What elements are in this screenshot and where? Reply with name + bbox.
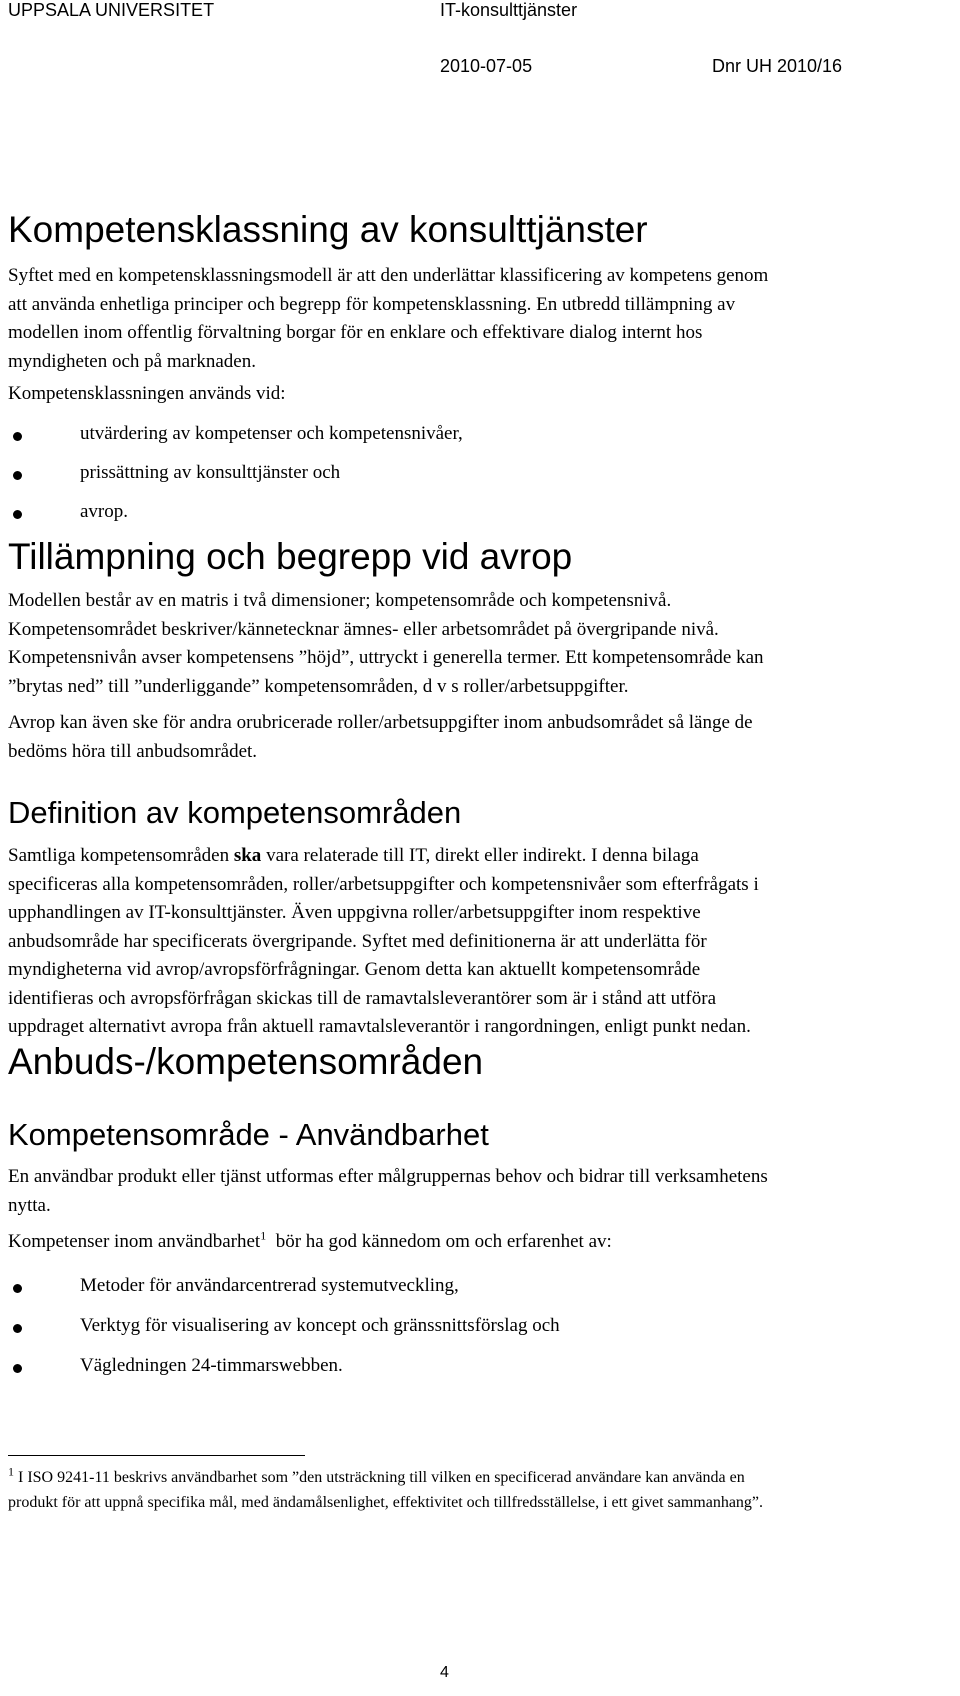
text-line: uppdraget alternativt avropa från aktuell ramavtalsleverantör i rangordningen, enligt punkt nedan.: [8, 1016, 751, 1037]
bullet-dot: [13, 1284, 22, 1293]
text-line: myndigheterna vid avrop/avropsförfrågningar. Genom detta kan aktuellt kompetensområde: [8, 959, 701, 980]
header-dnr: Dnr UH 2010/16: [712, 56, 843, 76]
text-line: att använda enhetliga principer och begrepp för kompetensklassning. En utbredd tillämpning av: [8, 293, 736, 315]
text-span: Kompetenser inom användbarhet: [8, 1231, 261, 1252]
bold-text: ska: [233, 845, 262, 866]
bullet-item: Metoder för användarcentrerad systemutveckling,: [80, 1275, 459, 1296]
bullet-item: prissättning av konsulttjänster och: [80, 462, 341, 483]
footnote-reference[interactable]: 1: [260, 1228, 267, 1243]
header-department: IT-konsulttjänster: [440, 0, 578, 20]
section2-paragraph-2: [8, 709, 952, 766]
footnote-line: produkt för att uppnå specifika mål, med ändamålsenlighet, effektivitet och tillfredsställelse, i ett givet sammanhang”.: [8, 1494, 764, 1511]
text-span: Samtliga kompetensområden: [8, 845, 234, 866]
text-line: Modellen består av en matris i två dimensioner; kompetensområde och kompetensnivå.: [8, 590, 672, 611]
text-line: myndigheten och på marknaden.: [8, 350, 256, 372]
bullet-item: avrop.: [80, 501, 129, 522]
bullet-dot: [13, 1364, 22, 1373]
section-title-definition: Definition av kompetensområden: [8, 795, 462, 830]
footnote: [8, 1465, 763, 1515]
footnote-marker: 1: [8, 1464, 14, 1479]
text-line: Kompetensområdet beskriver/kännetecknar ämnes- eller arbetsområdet på övergripande nivå.: [8, 618, 719, 640]
bullet-dot: [13, 471, 22, 480]
header-date: 2010-07-05: [440, 56, 533, 76]
bullet-dot: [13, 1324, 22, 1333]
text-line: upphandlingen av IT-konsulttjänster. Även uppgivna roller/arbetsuppgifter inom respektive: [8, 902, 701, 923]
section-title-tillampning: Tillämpning och begrepp vid avrop: [8, 536, 573, 577]
section3-paragraph: [8, 842, 952, 1042]
footnote-line: [8, 1465, 763, 1490]
section4-paragraph: [8, 1163, 952, 1220]
section-title-kompetensklassning: Kompetensklassning av konsulttjänster: [8, 209, 648, 250]
text-line: modellen inom offentlig förvaltning borgar för en enklare och effektivare dialog internt hos: [8, 322, 703, 343]
text-line: ”brytas ned” till ”underliggande” kompetensområden, d v s roller/arbetsuppgifter.: [8, 675, 629, 697]
header-university: UPPSALA UNIVERSITET: [8, 0, 215, 20]
section1-paragraph: [8, 262, 952, 376]
bullet-item: Verktyg för visualisering av koncept och gränssnittsförslag och: [80, 1315, 560, 1336]
text-line: specificeras alla kompetensområden, roller/arbetsuppgifter och kompetensnivåer som efterfrågats i: [8, 873, 759, 895]
text-line: identifieras och avropsförfrågan skickas till de ramavtalsleverantörer som är i stånd att utföra: [8, 987, 717, 1009]
bullet-item: utvärdering av kompetenser och kompetensnivåer,: [80, 423, 463, 444]
text-span: vara relaterade till IT, direkt eller indirekt. I denna bilaga: [261, 845, 699, 866]
section-title-anbudsomraden: Anbuds-/kompetensområden: [8, 1041, 484, 1082]
text-span: I ISO 9241-11 beskrivs användbarhet som ”den utsträckning till vilken en specificerad användare kan använda en: [14, 1469, 745, 1486]
page-number: 4: [440, 1664, 449, 1681]
section2-paragraph-1: [8, 587, 952, 701]
section4-intro: [8, 1228, 612, 1253]
text-line: Kompetensnivån avser kompetensens ”höjd”, uttryckt i generella termer. Ett kompetensområde kan: [8, 647, 764, 668]
bullet-dot: [13, 510, 22, 519]
section1-intro: Kompetensklassningen används vid:: [8, 383, 286, 404]
bullet-item: Vägledningen 24-timmarswebben.: [80, 1355, 343, 1376]
text-line: Syftet med en kompetensklassningsmodell är att den underlättar klassificering av kompetens genom: [8, 265, 769, 286]
text-line: Avrop kan även ske för andra orubricerade roller/arbetsuppgifter inom anbudsområdet så länge de: [8, 712, 753, 733]
text-line: bedöms höra till anbudsområdet.: [8, 740, 258, 762]
text-line: [8, 842, 952, 871]
footnote-separator: [8, 1455, 305, 1456]
text-line: nytta.: [8, 1194, 51, 1216]
bullet-dot: [13, 432, 22, 441]
text-line: En användbar produkt eller tjänst utformas efter målgruppernas behov och bidrar till verksamhetens: [8, 1166, 768, 1187]
text-span: bör ha god kännedom om och erfarenhet av:: [266, 1231, 612, 1252]
subsection-title-anvandbarhet: Kompetensområde - Användbarhet: [8, 1117, 489, 1152]
text-line: anbudsområde har specificerats övergripande. Syftet med definitionerna är att underlätta för: [8, 930, 707, 952]
